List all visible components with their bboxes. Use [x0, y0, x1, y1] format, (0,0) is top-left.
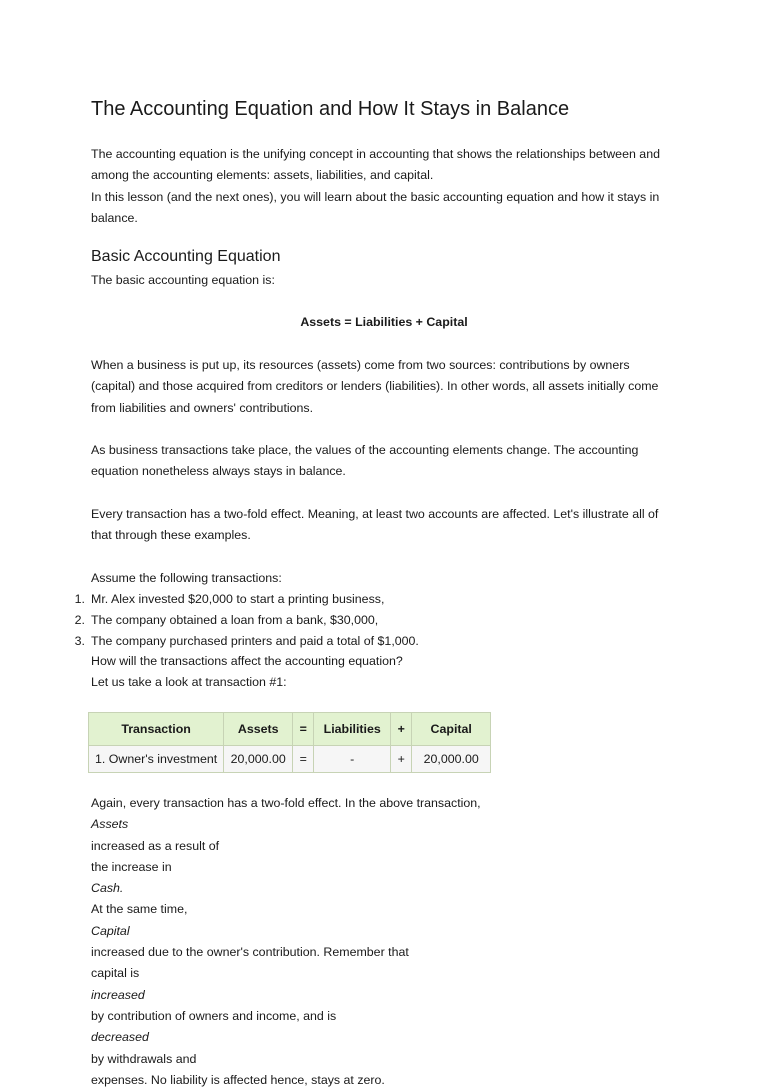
text-run: Again, every transaction has a two-fold effect. In the above transaction, — [91, 796, 481, 810]
list-item — [74, 610, 419, 631]
transactions-line: As business transactions take place, the values of the accounting elements change. The accounting — [91, 443, 639, 457]
assume-text — [91, 568, 691, 589]
list-text: Mr. Alex invested $20,000 to start a printing business, — [91, 592, 385, 606]
explanation-line — [91, 963, 691, 1069]
explanation-line: expenses. No liability is affected hence, stays at zero. — [91, 1072, 385, 1087]
explanation-line — [91, 793, 691, 857]
assume-line: Assume the following transactions: — [91, 571, 282, 585]
cell-capital: 20,000.00 — [412, 746, 491, 773]
italic-run: decreased — [91, 1030, 149, 1045]
question-line: How will the transactions affect the accounting equation? — [91, 654, 403, 668]
twofold-line: that through these examples. — [91, 528, 251, 543]
header-assets: Assets — [224, 713, 293, 746]
table-row — [89, 746, 491, 773]
text-run: by contribution of owners and income, and is — [91, 1008, 337, 1023]
intro-paragraph — [91, 144, 691, 229]
cell-plus: + — [391, 746, 412, 773]
transactions-paragraph — [91, 440, 691, 483]
cell-equals: = — [293, 746, 314, 773]
business-line: (capital) and those acquired from creditors or lenders (liabilities). In other words, all assets initially come — [91, 379, 659, 394]
header-plus: + — [391, 713, 412, 746]
list-number: 2. — [74, 613, 85, 627]
cell-transaction: 1. Owner's investment — [89, 746, 224, 773]
equation-intro-text: The basic accounting equation is: — [91, 273, 275, 287]
list-number: 3. — [74, 634, 85, 648]
text-run: by withdrawals and — [91, 1051, 197, 1066]
lookat-line: Let us take a look at transaction #1: — [91, 675, 287, 690]
text-run: capital is — [91, 966, 140, 981]
header-transaction: Transaction — [89, 713, 224, 746]
italic-run: increased — [91, 987, 145, 1002]
business-line: When a business is put up, its resources (assets) come from two sources: contributions by owners — [91, 358, 630, 372]
list-number: 1. — [74, 592, 85, 606]
italic-run: Assets — [91, 817, 129, 832]
header-liabilities: Liabilities — [314, 713, 391, 746]
header-capital: Capital — [412, 713, 491, 746]
header-equals: = — [293, 713, 314, 746]
italic-run: Capital — [91, 923, 130, 938]
text-run: the increase in — [91, 859, 172, 874]
section-heading: Basic Accounting Equation — [91, 248, 281, 265]
page-title: The Accounting Equation and How It Stays in Balance — [91, 98, 570, 120]
text-run: increased due to the owner's contribution. Remember that — [91, 945, 409, 960]
cell-assets: 20,000.00 — [224, 746, 293, 773]
twofold-paragraph — [91, 504, 691, 547]
italic-run: Cash. — [91, 881, 124, 896]
transaction-table — [88, 712, 491, 773]
table-header-row — [89, 713, 491, 746]
intro-line: In this lesson (and the next ones), you will learn about the basic accounting equation and how it stays in — [91, 189, 660, 204]
explanation-line — [91, 857, 691, 963]
list-item — [74, 589, 419, 610]
list-item — [74, 631, 419, 652]
transactions-line: equation nonetheless always stays in balance. — [91, 464, 346, 479]
twofold-line: Every transaction has a two-fold effect. Meaning, at least two accounts are affected. Let's illustrate all of — [91, 507, 659, 521]
list-text: The company obtained a loan from a bank, $30,000, — [91, 613, 379, 627]
explanation-paragraph — [91, 793, 691, 1091]
business-paragraph — [91, 355, 691, 419]
intro-line: among the accounting elements: assets, liabilities, and capital. — [91, 168, 434, 183]
cell-liabilities: - — [314, 746, 391, 773]
intro-line: balance. — [91, 210, 138, 225]
list-text: The company purchased printers and paid a total of $1,000. — [91, 634, 419, 648]
accounting-equation: Assets = Liabilities + Capital — [300, 315, 468, 329]
business-line: from liabilities and owners' contributions. — [91, 400, 314, 415]
transaction-list — [74, 589, 419, 652]
question-paragraph — [91, 651, 691, 694]
text-run: At the same time, — [91, 902, 188, 917]
equation-intro — [91, 270, 691, 291]
text-run: increased as a result of — [91, 838, 220, 853]
intro-line: The accounting equation is the unifying concept in accounting that shows the relationships between and — [91, 147, 660, 161]
